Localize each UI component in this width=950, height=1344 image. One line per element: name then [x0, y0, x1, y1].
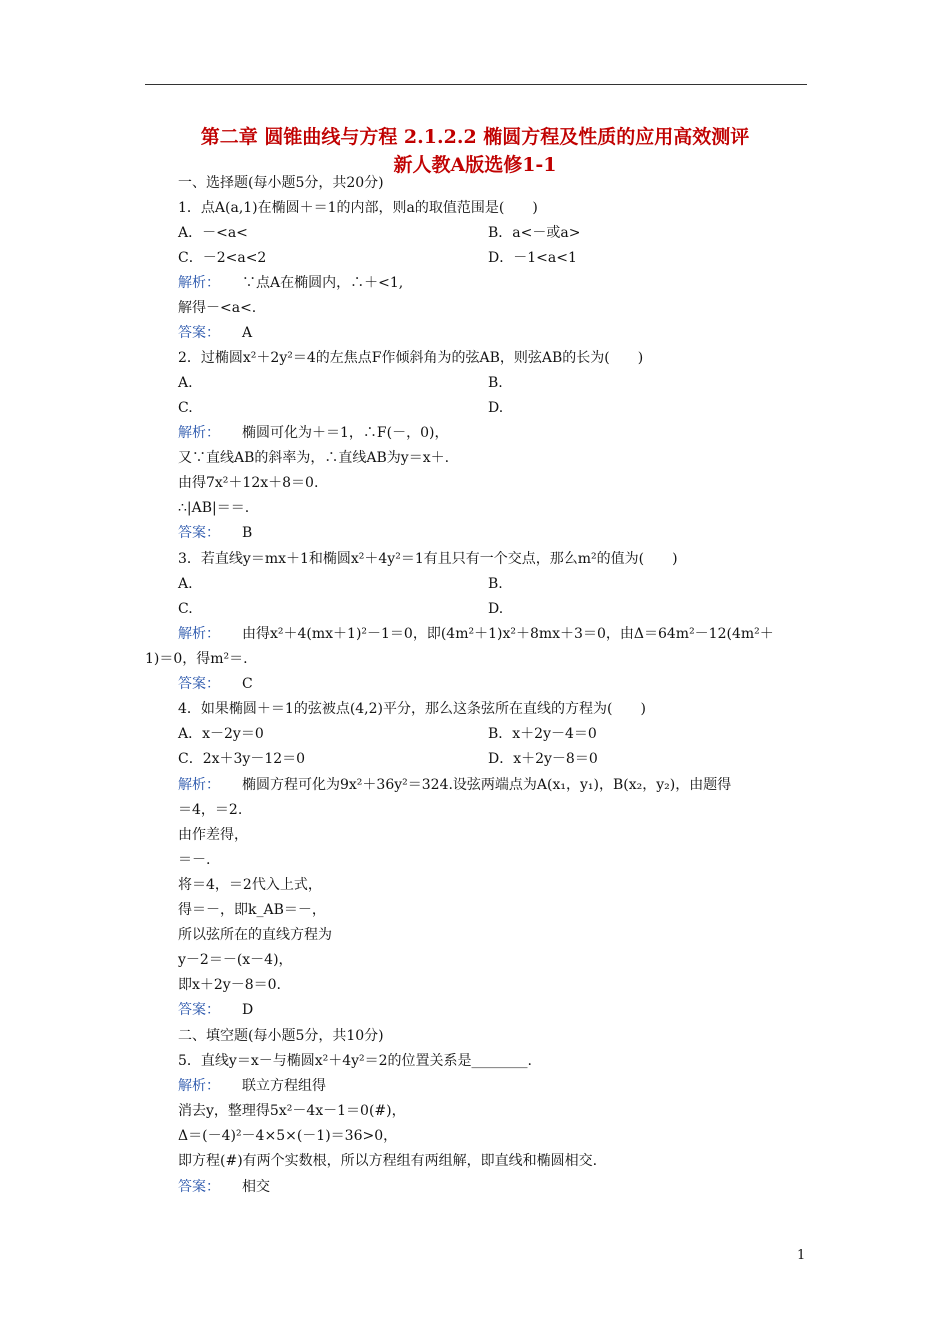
line-label: 答案：: [178, 525, 220, 541]
text-line: [178, 1101, 406, 1121]
line-text: 一、选择题(每小题5分，共20分): [178, 175, 384, 191]
line-text: 即x＋2y－8＝0.: [178, 977, 281, 993]
line-label: 解析：: [178, 1078, 220, 1094]
text-line: [488, 398, 503, 418]
line-text: D: [242, 1002, 254, 1018]
solution-line: [178, 1076, 326, 1096]
answer-line: [178, 674, 253, 694]
text-line: [178, 875, 322, 895]
line-text: D.: [488, 601, 504, 617]
page-number: 1: [797, 1248, 806, 1263]
line-text: 1)＝0，得m²＝.: [145, 651, 248, 667]
line-text: A.: [178, 576, 193, 592]
text-line: [178, 724, 264, 744]
line-text: 二、填空题(每小题5分，共10分): [178, 1028, 384, 1044]
line-label: 答案：: [178, 1002, 220, 1018]
text-line: [488, 223, 580, 243]
text-line: [178, 900, 326, 920]
line-text: 所以弦所在的直线方程为: [178, 927, 332, 943]
line-text: 即方程(#)有两个实数根，所以方程组有两组解，即直线和椭圆相交.: [178, 1153, 598, 1169]
text-line: [178, 599, 193, 619]
line-text: 5．直线y＝x－与椭圆x²＋4y²＝2的位置关系是________.: [178, 1053, 533, 1069]
text-line: [488, 599, 503, 619]
text-line: [178, 574, 193, 594]
line-text: 1．点A(a,1)在椭圆＋＝1的内部，则a的取值范围是( ): [178, 200, 538, 216]
solution-line: [178, 624, 774, 644]
line-label: 答案：: [178, 1179, 220, 1195]
line-label: 解析：: [178, 777, 220, 793]
line-text: 消去y，整理得5x²－4x－1＝0(#)，: [178, 1103, 406, 1119]
line-text: B．a<－或a>: [488, 225, 581, 241]
text-line: [145, 649, 248, 669]
text-line: [178, 975, 281, 995]
text-line: [178, 373, 193, 393]
solution-line: [178, 775, 731, 795]
line-text: B.: [488, 375, 503, 391]
text-line: [178, 473, 318, 493]
text-line: [178, 850, 210, 870]
line-text: C: [242, 676, 253, 692]
line-text: A: [242, 325, 253, 341]
line-text: 3．若直线y＝mx＋1和椭圆x²＋4y²＝1有且只有一个交点，那么m²的值为( ): [178, 551, 678, 567]
line-text: 又∵直线AB的斜率为，∴直线AB为y＝x＋.: [178, 450, 450, 466]
line-text: D．x＋2y－8＝0: [488, 751, 598, 767]
line-text: ＝－.: [178, 852, 211, 868]
line-text: ＝4，＝2.: [178, 802, 243, 818]
line-text: ∴|AB|＝＝.: [178, 500, 250, 516]
line-text: D．－1<a<1: [488, 250, 577, 266]
text-line: [178, 800, 242, 820]
text-line: [178, 498, 249, 518]
text-line: [178, 248, 266, 268]
text-line: [178, 749, 305, 769]
answer-line: [178, 1177, 270, 1197]
line-text: 椭圆方程可化为9x²＋36y²＝324.设弦两端点为A(x₁，y₁)，B(x₂，y₂)，由题得: [242, 777, 732, 793]
page-subtitle: 新人教A版选修1-1: [393, 154, 557, 176]
line-text: D.: [488, 400, 504, 416]
line-text: C．2x＋3y－12＝0: [178, 751, 306, 767]
line-text: C.: [178, 601, 193, 617]
text-line: [178, 223, 248, 243]
line-text: A．－<a<: [178, 225, 248, 241]
text-line: [178, 825, 248, 845]
line-text: A．x－2y＝0: [178, 726, 264, 742]
line-text: y－2＝－(x－4)，: [178, 952, 293, 968]
line-text: 2．过椭圆x²＋2y²＝4的左焦点F作倾斜角为的弦AB，则弦AB的长为( ): [178, 350, 644, 366]
line-text: 4．如果椭圆＋＝1的弦被点(4,2)平分，那么这条弦所在直线的方程为( ): [178, 701, 646, 717]
text-line: [178, 925, 332, 945]
line-text: B．x＋2y－4＝0: [488, 726, 597, 742]
text-line: [178, 1151, 597, 1171]
text-line: [178, 398, 193, 418]
text-line: [178, 549, 678, 569]
line-label: 答案：: [178, 325, 220, 341]
text-line: [178, 298, 256, 318]
line-label: 解析：: [178, 626, 220, 642]
text-line: [178, 1026, 384, 1046]
solution-line: [178, 273, 403, 293]
line-text: 由得7x²＋12x＋8＝0.: [178, 475, 319, 491]
text-line: [178, 198, 538, 218]
text-line: [178, 699, 646, 719]
line-text: 联立方程组得: [242, 1078, 326, 1094]
text-line: [488, 724, 597, 744]
line-text: C．－2<a<2: [178, 250, 267, 266]
line-text: B: [242, 525, 253, 541]
line-label: 答案：: [178, 676, 220, 692]
line-text: ∵点A在椭圆内，∴＋<1,: [242, 275, 404, 291]
text-line: [488, 248, 577, 268]
line-label: 解析：: [178, 275, 220, 291]
line-text: 解得－<a<.: [178, 300, 257, 316]
text-line: [178, 1051, 532, 1071]
line-text: Δ＝(－4)²－4×5×(－1)＝36>0，: [178, 1128, 398, 1144]
text-line: [178, 348, 643, 368]
text-line: [178, 173, 384, 193]
answer-line: [178, 1000, 253, 1020]
page-title: 第二章 圆锥曲线与方程 2.1.2.2 椭圆方程及性质的应用高效测评: [200, 126, 750, 148]
text-line: [488, 373, 503, 393]
line-text: B.: [488, 576, 503, 592]
line-text: 得＝－，即k_AB＝－，: [178, 902, 326, 918]
line-text: A.: [178, 375, 193, 391]
text-line: [178, 950, 293, 970]
text-line: [178, 1126, 397, 1146]
text-line: [488, 574, 503, 594]
line-text: 将＝4，＝2代入上式，: [178, 877, 322, 893]
line-text: 由得x²＋4(mx＋1)²－1＝0，即(4m²＋1)x²＋8mx＋3＝0，由Δ＝64m²－12(4m²＋: [242, 626, 774, 642]
line-text: C.: [178, 400, 193, 416]
line-text: 椭圆可化为＋＝1，∴F(－，0)，: [242, 425, 449, 441]
answer-line: [178, 323, 252, 343]
answer-line: [178, 523, 252, 543]
line-text: 由作差得，: [178, 827, 248, 843]
text-line: [488, 749, 598, 769]
header-rule: [145, 84, 807, 85]
line-label: 解析：: [178, 425, 220, 441]
line-text: 相交: [242, 1179, 270, 1195]
solution-line: [178, 423, 448, 443]
text-line: [178, 448, 449, 468]
